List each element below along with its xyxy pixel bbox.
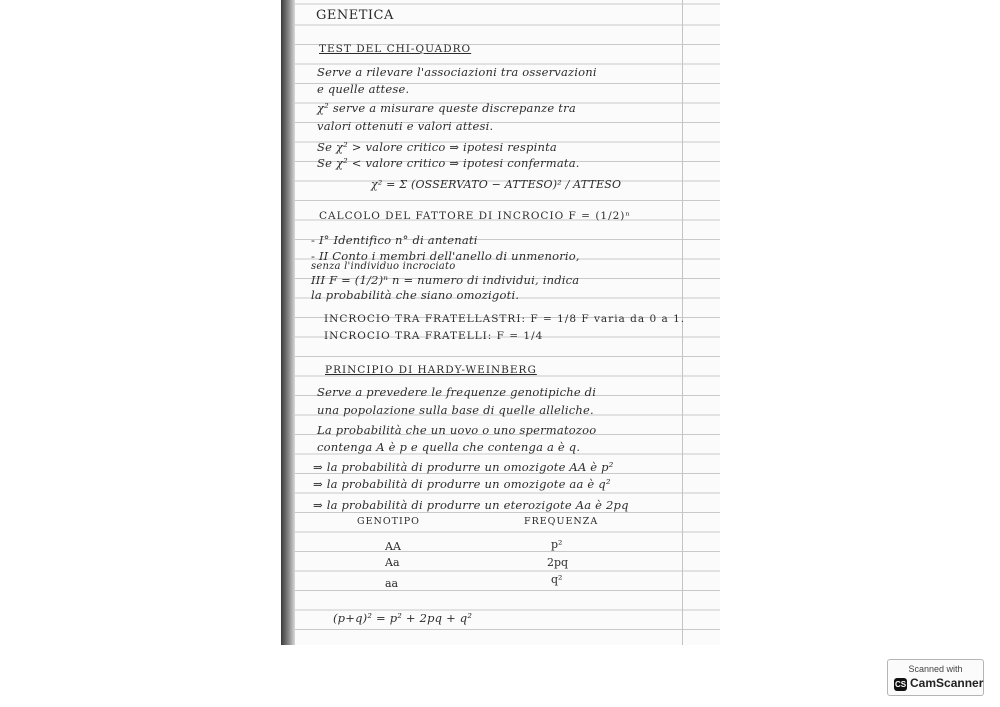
genotype-column-header: GENOTIPO [357, 516, 420, 527]
watermark-brand-name: CamScanner [910, 676, 984, 690]
hardy-weinberg-equation: (p+q)² = p² + 2pq + q² [333, 611, 473, 625]
frequency-column-header: FREQUENZA [524, 516, 599, 527]
inbreeding-step-3b: la probabilità che siano omozigoti. [311, 288, 520, 302]
notebook-page [281, 0, 720, 645]
inbreeding-step-1: - I° Identifico n° di antenati [311, 233, 478, 247]
hw-line-3: La probabilità che un uovo o uno spermatozoo [317, 423, 597, 437]
table-row-genotype: Aa [385, 556, 400, 569]
inbreeding-step-2b: senza l'individuo incrociato [311, 261, 456, 272]
chi-line-5: Se χ² > valore critico ⇒ ipotesi respinta [317, 140, 557, 154]
hw-line-1: Serve a prevedere le frequenze genotipiche di [317, 385, 597, 399]
page-binding-shadow [281, 0, 295, 645]
inbreeding-case-half-siblings: INCROCIO TRA FRATELLASTRI: F = 1/8 F varia da 0 a 1. [324, 313, 686, 325]
table-row-frequency: q² [551, 573, 563, 586]
hw-line-4: contenga A è p e quella che contenga a è q. [317, 440, 581, 454]
chi-line-6: Se χ² < valore critico ⇒ ipotesi confermata. [317, 156, 580, 170]
chi-line-1: Serve a rilevare l'associazioni tra osservazioni [317, 65, 597, 79]
chi-line-4: valori ottenuti e valori attesi. [317, 119, 494, 133]
camscanner-watermark [887, 659, 984, 696]
chi-line-3: χ² serve a misurare queste discrepanze tra [317, 101, 576, 115]
inbreeding-step-3: III F = (1/2)ⁿ n = numero di individui, indica [311, 273, 580, 287]
hw-line-2: una popolazione sulla base di quelle alleliche. [317, 403, 594, 417]
chi-square-heading: TEST DEL CHI-QUADRO [319, 43, 472, 55]
notes-title: GENETICA [316, 8, 394, 23]
chi-formula: χ² = Σ (OSSERVATO − ATTESO)² / ATTESO [371, 178, 622, 191]
chi-line-2: e quelle attese. [317, 82, 410, 96]
hw-line-6: ⇒ la probabilità di produrre un omozigote aa è q² [313, 477, 611, 491]
inbreeding-step-2: - II Conto i membri dell'anello di unmenorio, [311, 249, 580, 263]
inbreeding-heading: CALCOLO DEL FATTORE DI INCROCIO F = (1/2)ⁿ [319, 210, 631, 222]
inbreeding-case-siblings: INCROCIO TRA FRATELLI: F = 1/4 [324, 330, 544, 342]
watermark-caption: Scanned with [908, 664, 963, 674]
table-row-genotype: AA [385, 540, 401, 553]
camscanner-logo-icon: CS [894, 680, 907, 689]
table-row-frequency: 2pq [547, 556, 569, 569]
hw-line-5: ⇒ la probabilità di produrre un omozigote AA è p² [313, 460, 614, 474]
hardy-weinberg-heading: PRINCIPIO DI HARDY-WEINBERG [325, 364, 537, 376]
table-row-genotype: aa [385, 577, 399, 590]
table-row-frequency: p² [551, 538, 563, 551]
hw-line-7: ⇒ la probabilità di produrre un eterozigote Aa è 2pq [313, 498, 629, 512]
